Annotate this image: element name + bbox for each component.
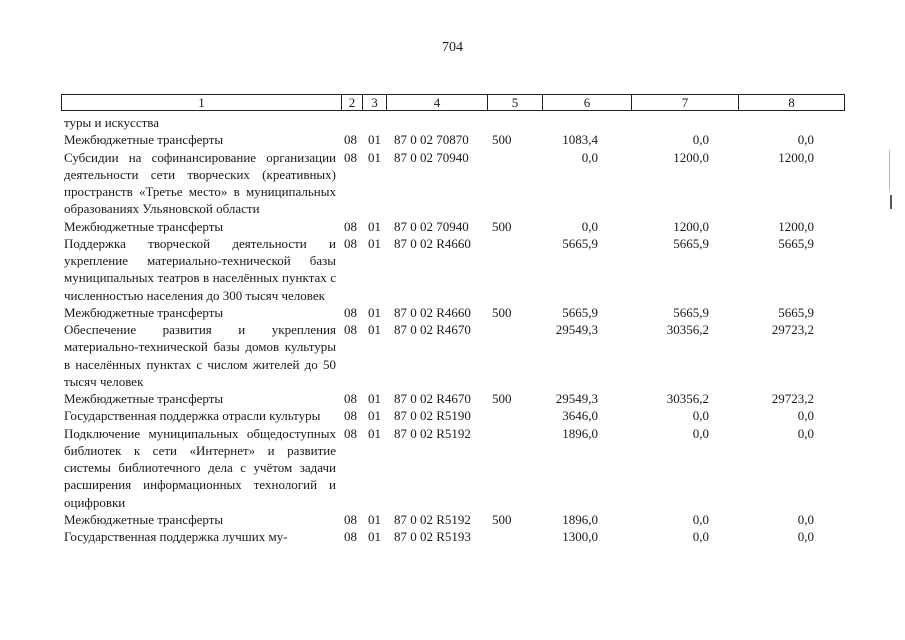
- subsection-code: 01: [368, 304, 381, 320]
- amount-col-7: 0,0: [692, 529, 709, 544]
- table-row: [0, 149, 905, 218]
- table-row: [0, 390, 905, 407]
- row-title: Поддержка творческой деятельности и укрепление материально-технической базы муниципальных театров в населённых пунктах с численностью населения до 300 тысяч человек: [64, 235, 336, 303]
- amount-col-6: 1300,0: [562, 529, 598, 544]
- table-header: [61, 94, 845, 111]
- row-title: Обеспечение развития и укрепления материально-технической базы домов культуры в населённых пунктах с числом жителей до 50 тысяч человек: [64, 322, 336, 389]
- table-row: [0, 218, 905, 235]
- row-title: Межбюджетные трансферты: [64, 304, 224, 320]
- amount-col-7: 5665,9: [673, 235, 709, 251]
- row-title: Субсидии на софинансирование организации деятельности сети творческих (креативных) пространств «Третье место» в муниципальных образованиях Ульяновской области: [64, 149, 336, 217]
- amount-col-7: 5665,9: [673, 304, 709, 320]
- section-code: 08: [344, 425, 357, 441]
- amount-col-8: 1200,0: [778, 149, 814, 165]
- section-code: 08: [344, 322, 357, 337]
- amount-col-8: 0,0: [797, 511, 814, 527]
- subsection-code: 01: [368, 218, 381, 234]
- target-article-code: 87 0 02 70870: [394, 132, 469, 148]
- table-row: [0, 425, 905, 511]
- target-article-code: 87 0 02 R5193: [394, 529, 471, 544]
- header-col-4: 4: [387, 95, 488, 110]
- amount-col-8: 1200,0: [778, 218, 814, 234]
- amount-col-7: 0,0: [692, 132, 709, 148]
- amount-col-7: 0,0: [692, 511, 709, 527]
- header-col-3: 3: [363, 95, 387, 110]
- expense-type-code: 500: [492, 304, 512, 320]
- table-row: [0, 407, 905, 424]
- amount-col-8: 5665,9: [778, 304, 814, 320]
- header-col-2: 2: [342, 95, 363, 110]
- amount-col-7: 0,0: [692, 408, 709, 424]
- section-code: 08: [344, 149, 357, 165]
- target-article-code: 87 0 02 R4670: [394, 391, 471, 406]
- subsection-code: 01: [368, 149, 381, 165]
- target-article-code: 87 0 02 70940: [394, 218, 469, 234]
- subsection-code: 01: [368, 529, 381, 544]
- subsection-code: 01: [368, 511, 381, 527]
- row-title: туры и искусства: [64, 115, 160, 130]
- header-col-5: 5: [488, 95, 543, 110]
- table-row: [0, 114, 905, 131]
- amount-col-7: 1200,0: [673, 149, 709, 165]
- section-code: 08: [344, 218, 357, 234]
- amount-col-8: 29723,2: [771, 322, 814, 337]
- header-col-1: 1: [62, 95, 342, 110]
- table-body: [0, 114, 905, 545]
- amount-col-8: 0,0: [797, 408, 814, 424]
- subsection-code: 01: [368, 391, 381, 406]
- amount-col-6: 29549,3: [555, 322, 598, 337]
- amount-col-7: 1200,0: [673, 218, 709, 234]
- section-code: 08: [344, 511, 357, 527]
- section-code: 08: [344, 304, 357, 320]
- scan-mark: [890, 195, 892, 209]
- amount-col-6: 3646,0: [562, 408, 598, 424]
- header-col-8: 8: [788, 95, 795, 110]
- table-row: [0, 235, 905, 304]
- header-col-7: 7: [632, 95, 739, 110]
- section-code: 08: [344, 408, 357, 424]
- amount-col-8: 0,0: [797, 425, 814, 441]
- subsection-code: 01: [368, 322, 381, 337]
- amount-col-6: 0,0: [581, 218, 598, 234]
- expense-type-code: 500: [492, 132, 512, 148]
- amount-col-6: 0,0: [581, 149, 598, 165]
- expense-type-code: 500: [492, 218, 512, 234]
- amount-col-7: 0,0: [692, 425, 709, 441]
- table-row: [0, 511, 905, 528]
- target-article-code: 87 0 02 R4670: [394, 322, 471, 337]
- section-code: 08: [344, 529, 357, 544]
- row-title: Государственная поддержка лучших му-: [64, 529, 288, 544]
- amount-col-7: 30356,2: [666, 322, 709, 337]
- row-title: Межбюджетные трансферты: [64, 511, 224, 527]
- amount-col-6: 1083,4: [562, 132, 598, 148]
- amount-col-6: 29549,3: [555, 391, 598, 406]
- header-col-6: 6: [543, 95, 632, 110]
- expense-type-code: 500: [492, 391, 512, 406]
- subsection-code: 01: [368, 408, 381, 424]
- scan-mark: [889, 150, 890, 190]
- section-code: 08: [344, 235, 357, 251]
- amount-col-8: 0,0: [797, 132, 814, 148]
- section-code: 08: [344, 132, 357, 148]
- subsection-code: 01: [368, 425, 381, 441]
- target-article-code: 87 0 02 R4660: [394, 235, 471, 251]
- amount-col-6: 1896,0: [562, 511, 598, 527]
- target-article-code: 87 0 02 70940: [394, 149, 469, 165]
- table-row: [0, 528, 905, 545]
- row-title: Государственная поддержка отрасли культуры: [64, 408, 321, 424]
- amount-col-6: 5665,9: [562, 304, 598, 320]
- amount-col-6: 1896,0: [562, 425, 598, 441]
- table-row: [0, 304, 905, 321]
- row-title: Межбюджетные трансферты: [64, 218, 224, 234]
- amount-col-8: 0,0: [797, 529, 814, 544]
- table-row: [0, 321, 905, 390]
- expense-type-code: 500: [492, 511, 512, 527]
- amount-col-6: 5665,9: [562, 235, 598, 251]
- target-article-code: 87 0 02 R5192: [394, 425, 471, 441]
- page-number: 704: [442, 40, 463, 55]
- subsection-code: 01: [368, 132, 381, 148]
- target-article-code: 87 0 02 R5190: [394, 408, 471, 424]
- target-article-code: 87 0 02 R5192: [394, 511, 471, 527]
- row-title: Межбюджетные трансферты: [64, 391, 224, 406]
- amount-col-8: 5665,9: [778, 235, 814, 251]
- amount-col-8: 29723,2: [771, 391, 814, 406]
- subsection-code: 01: [368, 235, 381, 251]
- amount-col-7: 30356,2: [666, 391, 709, 406]
- target-article-code: 87 0 02 R4660: [394, 304, 471, 320]
- row-title: Межбюджетные трансферты: [64, 132, 224, 148]
- row-title: Подключение муниципальных общедоступных библиотек к сети «Интернет» и развитие системы библиотечного дела с учётом задачи расширения информационных технологий и оцифровки: [64, 425, 336, 510]
- table-row: [0, 131, 905, 148]
- section-code: 08: [344, 391, 357, 406]
